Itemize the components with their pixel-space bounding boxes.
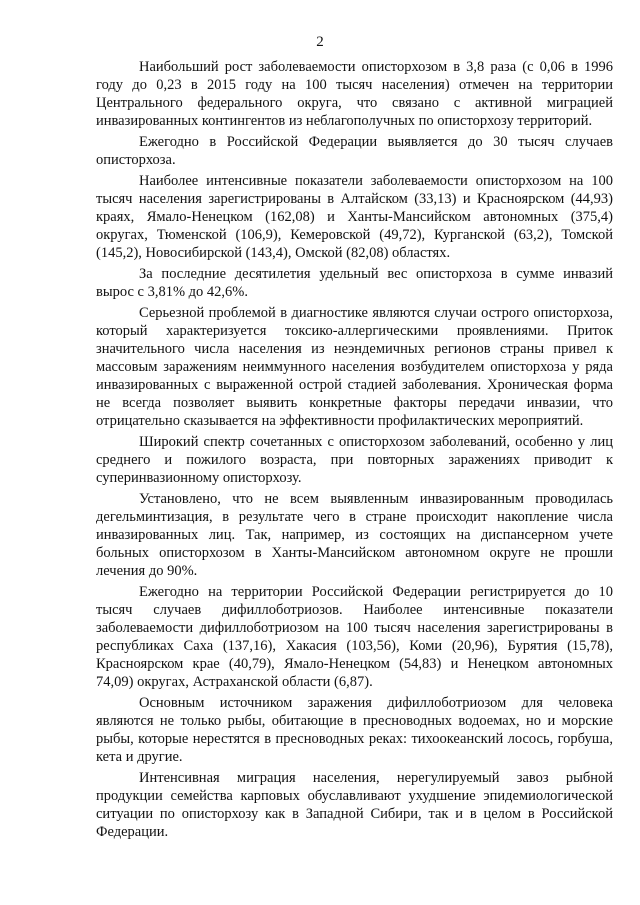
paragraph: Широкий спектр сочетанных с описторхозом заболеваний, особенно у лиц среднего и пожилого возраста, при повторных заражениях приводит к суперинвазионному описторхозу. [96,434,613,486]
page-number: 2 [316,34,324,50]
paragraph: За последние десятилетия удельный вес описторхоза в сумме инвазий вырос с 3,81% до 42,6%. [96,266,613,300]
paragraph: Интенсивная миграция населения, нерегулируемый завоз рыбной продукции семейства карповых обуславливают ухудшение эпидемиологической ситуации по описторхозу как в Западной Сибири, так и в целом в Российской Федерации. [96,770,613,840]
paragraph: Ежегодно на территории Российской Федерации регистрируется до 10 тысяч случаев дифиллоботриозов. Наиболее интенсивные показатели заболеваемости дифиллоботриозом на 100 тысяч населения зарегистрированы в республиках Саха (137,16), Хакасия (103,56), Коми (20,96), Бурятия (15,78), Красноярском крае (40,79), Ямало-Ненецком (54,83) и Ненецком автономных 74,09) округах, Астраханской области (6,87). [96,584,613,690]
document-body [96,58,613,844]
paragraph: Основным источником заражения дифиллоботриозом для человека являются не только рыбы, обитающие в пресноводных водоемах, но и морские рыбы, которые нерестятся в пресноводных реках: тихоокеанский лосось, горбуша, кета и другие. [96,695,613,765]
paragraph: Установлено, что не всем выявленным инвазированным проводилась дегельминтизация, в результате чего в стране происходит накопление числа инвазированных лиц. Так, например, из состоящих на диспансерном учете больных описторхозом в Ханты-Мансийском автономном округе не прошли лечения до 90%. [96,491,613,579]
paragraph: Серьезной проблемой в диагностике являются случаи острого описторхоза, который характеризуется токсико-аллергическими проявлениями. Приток значительного числа населения из неэндемичных регионов страны привел к массовым заражениям неиммунного населения возбудителем описторхоза у ряда инвазированных с выраженной острой стадией заболевания. Хроническая форма не всегда позволяет выявить конкретные факторы передачи инвазии, что отрицательно сказывается на эффективности профилактических мероприятий. [96,305,613,429]
paragraph: Наибольший рост заболеваемости описторхозом в 3,8 раза (с 0,06 в 1996 году до 0,23 в 2015 году на 100 тысяч населения) отмечен на территории Центрального федерального округа, что связано с активной миграцией инвазированных контингентов из неблагополучных по описторхозу территорий. [96,59,613,129]
paragraph: Наиболее интенсивные показатели заболеваемости описторхозом на 100 тысяч населения зарегистрированы в Алтайском (33,13) и Красноярском (44,93) краях, Ямало-Ненецком (162,08) и Ханты-Мансийском автономных (375,4) округах, Тюменской (106,9), Кемеровской (49,72), Курганской (63,2), Томской (145,2), Новосибирской (143,4), Омской (82,08) областях. [96,173,613,261]
paragraph: Ежегодно в Российской Федерации выявляется до 30 тысяч случаев описторхоза. [96,134,613,168]
